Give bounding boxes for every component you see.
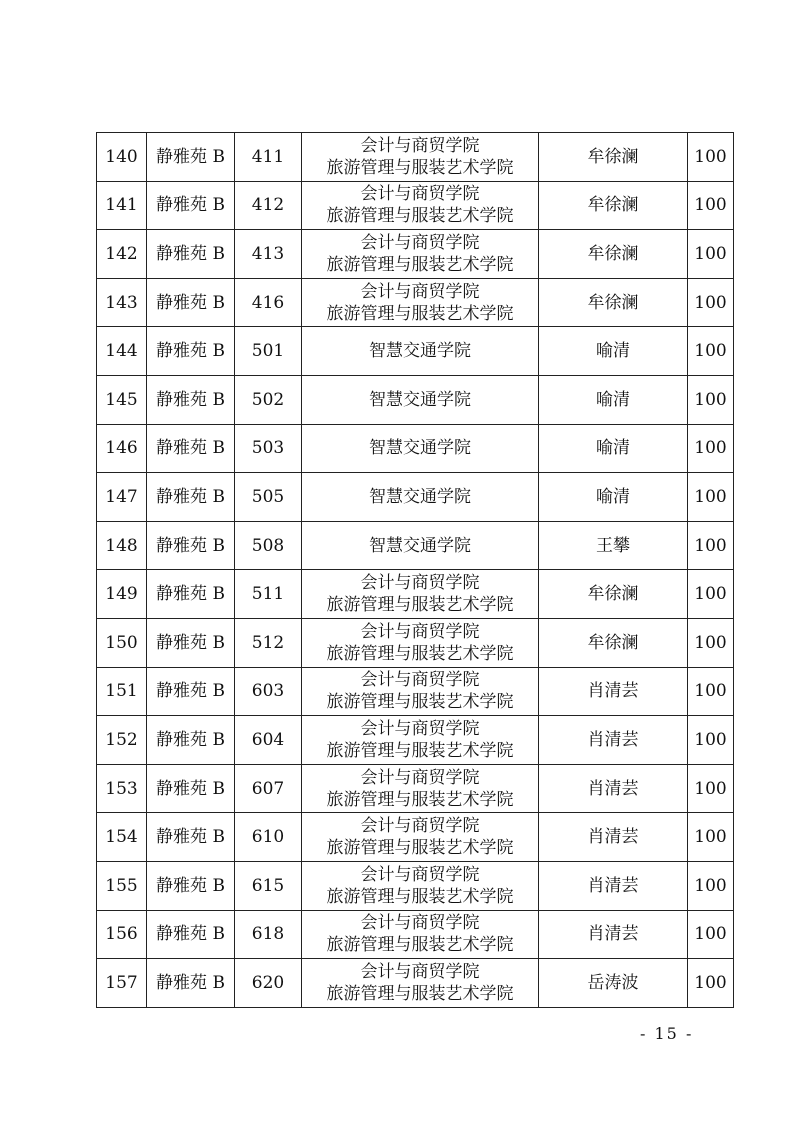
teacher-cell: 王攀 (539, 521, 688, 570)
row-number-cell: 148 (97, 521, 147, 570)
row-number-cell: 153 (97, 764, 147, 813)
college-cell (302, 327, 539, 376)
building-cell: 静雅苑 B (147, 181, 235, 230)
college-cell (302, 716, 539, 765)
college-cell (302, 813, 539, 862)
teacher-cell: 牟徐澜 (539, 133, 688, 182)
college-name: 旅游管理与服装艺术学院 (326, 595, 514, 616)
college-name: 旅游管理与服装艺术学院 (326, 789, 514, 810)
row-number-cell: 150 (97, 618, 147, 667)
college-cell (302, 375, 539, 424)
teacher-cell: 肖清芸 (539, 813, 688, 862)
college-name: 旅游管理与服装艺术学院 (326, 643, 514, 664)
score-cell: 100 (688, 910, 734, 959)
table-row (97, 181, 734, 230)
score-cell: 100 (688, 764, 734, 813)
score-cell: 100 (688, 424, 734, 473)
building-cell: 静雅苑 B (147, 570, 235, 619)
row-number-cell: 147 (97, 473, 147, 522)
room-number-cell: 603 (235, 667, 302, 716)
room-number-cell: 411 (235, 133, 302, 182)
table-row (97, 813, 734, 862)
row-number-cell: 140 (97, 133, 147, 182)
building-cell: 静雅苑 B (147, 910, 235, 959)
teacher-cell: 喻清 (539, 327, 688, 376)
room-number-cell: 604 (235, 716, 302, 765)
college-cell (302, 764, 539, 813)
room-number-cell: 615 (235, 861, 302, 910)
building-cell: 静雅苑 B (147, 278, 235, 327)
table-body (97, 133, 734, 1008)
college-name: 智慧交通学院 (369, 486, 471, 507)
college-cell (302, 667, 539, 716)
score-cell: 100 (688, 133, 734, 182)
college-cell (302, 570, 539, 619)
room-number-cell: 511 (235, 570, 302, 619)
score-cell: 100 (688, 570, 734, 619)
college-name: 会计与商贸学院 (360, 135, 480, 156)
score-cell: 100 (688, 667, 734, 716)
college-cell (302, 861, 539, 910)
teacher-cell: 牟徐澜 (539, 230, 688, 279)
row-number-cell: 146 (97, 424, 147, 473)
college-name: 会计与商贸学院 (360, 184, 480, 205)
college-cell (302, 278, 539, 327)
room-number-cell: 508 (235, 521, 302, 570)
college-name: 旅游管理与服装艺术学院 (326, 935, 514, 956)
table-row (97, 327, 734, 376)
college-name: 旅游管理与服装艺术学院 (326, 692, 514, 713)
college-name: 旅游管理与服装艺术学院 (326, 740, 514, 761)
college-cell (302, 133, 539, 182)
teacher-cell: 牟徐澜 (539, 181, 688, 230)
table-row (97, 133, 734, 182)
room-number-cell: 412 (235, 181, 302, 230)
teacher-cell: 喻清 (539, 424, 688, 473)
teacher-cell: 牟徐澜 (539, 570, 688, 619)
college-name: 旅游管理与服装艺术学院 (326, 886, 514, 907)
teacher-cell: 肖清芸 (539, 861, 688, 910)
college-name: 旅游管理与服装艺术学院 (326, 983, 514, 1004)
teacher-cell: 岳涛波 (539, 959, 688, 1008)
score-cell: 100 (688, 230, 734, 279)
college-cell (302, 230, 539, 279)
college-name: 旅游管理与服装艺术学院 (326, 157, 514, 178)
building-cell: 静雅苑 B (147, 473, 235, 522)
row-number-cell: 152 (97, 716, 147, 765)
score-cell: 100 (688, 813, 734, 862)
college-name: 会计与商贸学院 (360, 864, 480, 885)
college-name: 会计与商贸学院 (360, 670, 480, 691)
table-row (97, 861, 734, 910)
teacher-cell: 喻清 (539, 473, 688, 522)
row-number-cell: 149 (97, 570, 147, 619)
teacher-cell: 牟徐澜 (539, 618, 688, 667)
college-cell (302, 910, 539, 959)
score-cell: 100 (688, 959, 734, 1008)
row-number-cell: 154 (97, 813, 147, 862)
room-number-cell: 620 (235, 959, 302, 1008)
dormitory-score-table (96, 132, 734, 1008)
college-name: 智慧交通学院 (369, 389, 471, 410)
room-number-cell: 512 (235, 618, 302, 667)
table-row (97, 716, 734, 765)
college-name: 会计与商贸学院 (360, 573, 480, 594)
college-name: 旅游管理与服装艺术学院 (326, 254, 514, 275)
row-number-cell: 144 (97, 327, 147, 376)
room-number-cell: 501 (235, 327, 302, 376)
room-number-cell: 505 (235, 473, 302, 522)
college-cell (302, 424, 539, 473)
table-row (97, 473, 734, 522)
building-cell: 静雅苑 B (147, 618, 235, 667)
building-cell: 静雅苑 B (147, 133, 235, 182)
college-name: 会计与商贸学院 (360, 621, 480, 642)
room-number-cell: 416 (235, 278, 302, 327)
room-number-cell: 413 (235, 230, 302, 279)
table-row (97, 230, 734, 279)
college-name: 智慧交通学院 (369, 535, 471, 556)
score-cell: 100 (688, 716, 734, 765)
building-cell: 静雅苑 B (147, 861, 235, 910)
college-name: 智慧交通学院 (369, 438, 471, 459)
teacher-cell: 肖清芸 (539, 716, 688, 765)
college-name: 会计与商贸学院 (360, 767, 480, 788)
college-name: 旅游管理与服装艺术学院 (326, 206, 514, 227)
room-number-cell: 610 (235, 813, 302, 862)
table-row (97, 424, 734, 473)
score-cell: 100 (688, 327, 734, 376)
table-row (97, 278, 734, 327)
row-number-cell: 155 (97, 861, 147, 910)
table-row (97, 910, 734, 959)
row-number-cell: 143 (97, 278, 147, 327)
college-name: 会计与商贸学院 (360, 961, 480, 982)
building-cell: 静雅苑 B (147, 230, 235, 279)
row-number-cell: 142 (97, 230, 147, 279)
college-cell (302, 473, 539, 522)
teacher-cell: 肖清芸 (539, 910, 688, 959)
room-number-cell: 503 (235, 424, 302, 473)
college-cell (302, 618, 539, 667)
score-cell: 100 (688, 861, 734, 910)
score-cell: 100 (688, 181, 734, 230)
college-name: 会计与商贸学院 (360, 718, 480, 739)
score-cell: 100 (688, 521, 734, 570)
teacher-cell: 喻清 (539, 375, 688, 424)
teacher-cell: 牟徐澜 (539, 278, 688, 327)
building-cell: 静雅苑 B (147, 667, 235, 716)
room-number-cell: 502 (235, 375, 302, 424)
building-cell: 静雅苑 B (147, 521, 235, 570)
score-cell: 100 (688, 278, 734, 327)
college-name: 会计与商贸学院 (360, 281, 480, 302)
table-row (97, 570, 734, 619)
teacher-cell: 肖清芸 (539, 667, 688, 716)
table-row (97, 618, 734, 667)
college-name: 会计与商贸学院 (360, 816, 480, 837)
score-cell: 100 (688, 375, 734, 424)
row-number-cell: 141 (97, 181, 147, 230)
teacher-cell: 肖清芸 (539, 764, 688, 813)
page-number: - 15 - (640, 1024, 694, 1043)
row-number-cell: 156 (97, 910, 147, 959)
row-number-cell: 145 (97, 375, 147, 424)
building-cell: 静雅苑 B (147, 716, 235, 765)
building-cell: 静雅苑 B (147, 764, 235, 813)
table-row (97, 764, 734, 813)
college-cell (302, 521, 539, 570)
building-cell: 静雅苑 B (147, 424, 235, 473)
score-cell: 100 (688, 473, 734, 522)
row-number-cell: 157 (97, 959, 147, 1008)
room-number-cell: 607 (235, 764, 302, 813)
college-name: 旅游管理与服装艺术学院 (326, 303, 514, 324)
college-cell (302, 181, 539, 230)
score-cell: 100 (688, 618, 734, 667)
table-row (97, 959, 734, 1008)
table-row (97, 667, 734, 716)
building-cell: 静雅苑 B (147, 813, 235, 862)
room-number-cell: 618 (235, 910, 302, 959)
college-name: 会计与商贸学院 (360, 913, 480, 934)
college-name: 旅游管理与服装艺术学院 (326, 838, 514, 859)
building-cell: 静雅苑 B (147, 327, 235, 376)
college-name: 会计与商贸学院 (360, 232, 480, 253)
building-cell: 静雅苑 B (147, 375, 235, 424)
table-row (97, 375, 734, 424)
college-name: 智慧交通学院 (369, 341, 471, 362)
table-row (97, 521, 734, 570)
building-cell: 静雅苑 B (147, 959, 235, 1008)
row-number-cell: 151 (97, 667, 147, 716)
college-cell (302, 959, 539, 1008)
